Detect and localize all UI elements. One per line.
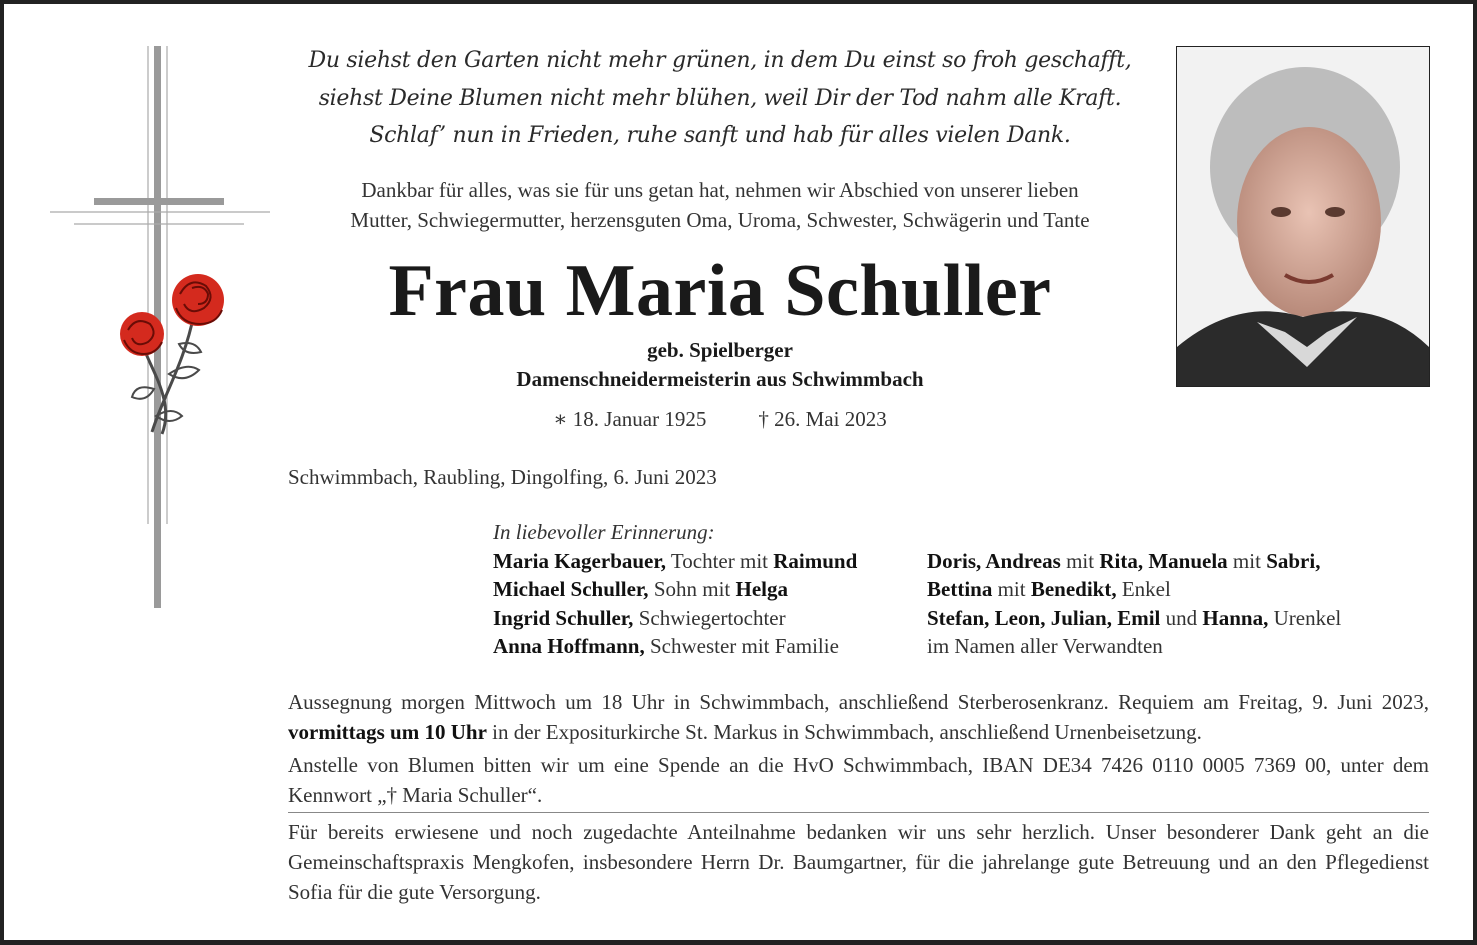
life-dates [290,404,1150,434]
separator: , [1106,605,1118,630]
service-time: vormittags um 10 Uhr [288,720,487,744]
mourner-name: Stefan [927,605,985,630]
mourner-name: Hanna, [1202,605,1269,630]
mourner-line: im Namen aller Verwandten [927,634,1163,658]
donation-info: Anstelle von Blumen bitten wir um eine Spende an die HvO Schwimmbach, IBAN DE34 7426 0110 0005 7369 00, unter dem Kennwort „† Maria Schuller“. [288,753,1429,807]
intro-line: Mutter, Schwiegermutter, herzensguten Oma, Uroma, Schwester, Schwägerin und Tante [350,208,1090,232]
mourner-name: Sabri, [1266,548,1321,573]
mourner-name: Julian [1050,605,1107,630]
mourner-name: Maria Kagerbauer, [493,548,667,573]
birth-date: ∗ 18. Januar 1925 [553,407,707,431]
mourner-name: Raimund [773,548,858,573]
mourner-name: Helga [735,577,788,601]
separator: , [984,605,995,630]
mourner-line [927,547,1341,576]
mourner-name: Ingrid Schuller, [493,605,634,630]
poem-line: Du siehst den Garten nicht mehr grünen, in dem Du einst so froh geschafft, [308,48,1132,73]
mourner-line [493,575,857,604]
deceased-name: Frau Maria Schuller [388,250,1052,332]
profession: Damenschneidermeisterin aus Schwimmbach [516,367,924,391]
death-date: † 26. Mai 2023 [758,407,887,431]
birth-name: geb. Spielberger [647,338,793,362]
poem [290,42,1150,155]
separator: , [1040,605,1051,630]
place-and-date: Schwimmbach, Raubling, Dingolfing, 6. Juni 2023 [288,465,717,489]
mourner-name: Michael Schuller, [493,577,649,601]
intro-text [290,175,1150,235]
mourner-relation: Schwester mit Familie [644,634,839,658]
mourner-name: Manuela [1148,548,1228,573]
separator: , [976,548,986,573]
poem-line: Schlaf’ nun in Frieden, ruhe sanft und hab für alles vielen Dank. [369,123,1071,148]
mourner-name: Benedikt, [1030,577,1117,601]
mourner-relation: Tochter mit [666,548,774,573]
separator: mit [1060,548,1100,573]
mourners-heading: In liebevoller Erinnerung: [493,520,715,544]
mourner-name: Anna Hoffmann, [493,634,645,658]
separator: und [1160,605,1203,630]
separator: mit [1227,548,1267,573]
mourner-name: Leon [994,605,1041,630]
mourner-relation: Urenkel [1268,605,1342,630]
poem-line: siehst Deine Blumen nicht mehr blühen, weil Dir der Tod nahm alle Kraft. [318,85,1122,111]
divider [288,812,1429,813]
birth-info [290,336,1150,394]
mourner-name: Doris [927,548,976,573]
mourner-line [927,575,1341,604]
mourners [493,518,1342,658]
mourners-right-column [927,547,1341,661]
thanks-text: Für bereits erwiesene und noch zugedachte Anteilnahme bedanken wir uns sehr herzlich. Unser besonderer Dank geht an die Gemeinschaftspraxis Mengkofen, insbesondere Herrn Dr. Baumgartner, für die jahrelange gute Betreuung und an den Pflegedienst Sofia für die gute Versorgung. [288,820,1429,904]
service-text: in der Expositurkirche St. Markus in Schwimmbach, anschließend Urnenbeisetzung. [486,720,1202,744]
mourner-name: Andreas [985,548,1061,573]
mourner-line [493,632,857,661]
mourner-name: Emil [1117,605,1161,630]
service-text: Aussegnung morgen Mittwoch um 18 Uhr in Schwimmbach, anschließend Sterberosenkranz. Requiem am Freitag, 9. Juni 2023, [288,690,1429,714]
mourner-line [493,547,857,576]
cross-with-roses-icon [44,44,274,614]
mourner-line [927,604,1341,633]
service-info [288,687,1429,747]
separator: mit [992,577,1031,601]
mourner-name: Rita [1099,548,1138,573]
separator: , [1137,548,1149,573]
mourner-relation: Sohn mit [648,577,736,601]
mourner-relation: Enkel [1116,577,1171,601]
mourner-line [493,604,857,633]
intro-line: Dankbar für alles, was sie für uns getan hat, nehmen wir Abschied von unserer lieben [361,178,1079,202]
portrait-photo [1177,47,1429,386]
mourner-relation: Schwiegertochter [633,605,786,630]
mourners-left-column [493,547,857,661]
mourner-name: Bettina [927,577,993,601]
